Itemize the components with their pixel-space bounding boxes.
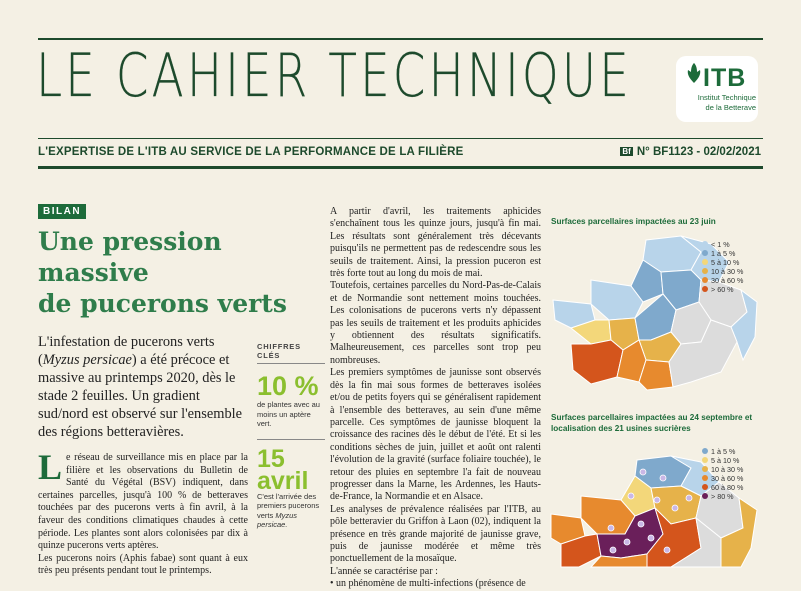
legend-item xyxy=(702,456,743,465)
legend-label: 30 à 60 % xyxy=(711,474,744,483)
stat-value xyxy=(257,444,325,495)
legend-label: > 80 % xyxy=(711,492,734,501)
legend-label: 1 à 5 % xyxy=(711,249,736,258)
key-figures-label: CHIFFRES CLÉS xyxy=(257,342,325,364)
legend-swatch xyxy=(702,448,708,454)
body-paragraph: A partir d'avril, les traitements aphicides s'enchaînent tous les quinze jours, jusqu'à fin mai. Les résultats sont généralement très décevants puisqu'ils ne permettent pas de redescendre sous les seuils de traitement. Ainsi, la pression puceron est très forte tout au long du mois de mai. xyxy=(330,206,541,280)
map1-legend xyxy=(702,240,743,294)
stat-text-main: C'est l'arrivée des premiers pucerons verts xyxy=(257,491,320,520)
stat-value-line: 15 xyxy=(257,444,285,473)
logo-brand: ITB xyxy=(703,64,747,92)
top-rule xyxy=(38,38,763,40)
legend-swatch xyxy=(702,277,708,283)
map2-legend xyxy=(702,447,743,501)
issue-text: N° BF1123 - 02/02/2021 xyxy=(636,146,761,158)
legend-swatch xyxy=(702,475,708,481)
legend-label: 10 à 30 % xyxy=(711,465,744,474)
itb-logo xyxy=(676,56,758,122)
headline-line: Une pression xyxy=(38,227,222,256)
body-paragraph: e réseau de surveillance mis en place par la filière et les observations du Bulletin de Santé du Végétal (BSV) indiquent, dans certaines parcelles, jusqu'à 100 % de betteraves touchées par des pucerons verts à fin avril, à la faveur des conditions climatiques chaudes à cette période. Les plantes sont alors colonisées par dix à quinze pucerons verts aptères. xyxy=(38,452,248,552)
legend-swatch xyxy=(702,259,708,265)
stat-value: 10 % xyxy=(257,371,319,401)
legend-item xyxy=(702,483,743,492)
stat-text: de plantes avec au moins un aptère vert. xyxy=(257,400,320,428)
body-paragraph: Les analyses de prévalence réalisées par l'ITB, au pôle betteravier du Griffon à Laon (02), indiquent la présence en très grande majorité de jaunisse grave, puis de jaunisse modérée et même très ponctuellement de la mosaïque. xyxy=(330,503,541,565)
masthead-title: LE CAHIER TECHNIQUE xyxy=(36,41,632,111)
divider xyxy=(257,439,325,440)
lede-species: Myzus persicae xyxy=(42,352,132,368)
article-body-column-1 xyxy=(38,447,248,578)
legend-item xyxy=(702,258,743,267)
drop-cap: L xyxy=(38,447,63,487)
stat-value-line: avril xyxy=(257,466,309,495)
map1-title: Surfaces parcellaires impactées au 23 juin xyxy=(551,217,716,226)
logo-line2: de la Betterave xyxy=(705,103,756,112)
legend-item xyxy=(702,447,743,456)
stat-species: Myzus persicae. xyxy=(257,510,298,529)
legend-swatch xyxy=(702,250,708,256)
article-body-column-2 xyxy=(330,206,541,591)
article-headline xyxy=(38,226,318,319)
key-figures xyxy=(257,342,325,530)
legend-label: 5 à 10 % xyxy=(711,456,740,465)
legend-swatch xyxy=(702,268,708,274)
legend-swatch xyxy=(702,484,708,490)
lede-text: ) a été précoce et massive au printemps 2020, dès le stade 2 feuilles. Un gradient sud/nord est observé sur l'ensemble des régions betteravières. xyxy=(38,352,243,440)
legend-label: 10 à 30 % xyxy=(711,267,744,276)
mid-rule xyxy=(38,138,763,139)
legend-item xyxy=(702,474,743,483)
legend-item xyxy=(702,465,743,474)
logo-line1: Institut Technique xyxy=(697,93,756,102)
legend-item xyxy=(702,249,743,258)
lede-text: L'infestation de pucerons verts ( xyxy=(38,334,215,368)
legend-label: < 1 % xyxy=(711,240,730,249)
body-paragraph: Les premiers symptômes de jaunisse sont observés dès la fin mai sous formes de betteraves isolées et/ou de petits foyers qui se généralisent rapidement à l'ensemble des betteraves, au sein d'une même parcelle. Ces symptômes de jaunisse bloquent la croissance des racines dès le début de l'été. Et si les conditions sèches de juin, juillet et août ont ralenti l'évolution de la gravité (surface foliaire touchée), le retour des pluies en septembre l'a fait de nouveau progresser dans la Marne, les Ardennes, les Hauts-de-France, la Normandie et en Alsace. xyxy=(330,367,541,503)
section-badge: BILAN xyxy=(38,204,86,219)
map2-title: Surfaces parcellaires impactées au 24 septembre et localisation des 21 usines sucrières xyxy=(551,413,753,433)
legend-swatch xyxy=(702,493,708,499)
stat-text xyxy=(257,492,325,530)
legend-swatch xyxy=(702,457,708,463)
headline-line: massive xyxy=(38,258,149,287)
legend-label: 60 à 80 % xyxy=(711,483,744,492)
legend-item xyxy=(702,276,743,285)
low-rule xyxy=(38,166,763,169)
issue-number xyxy=(620,146,761,158)
legend-swatch xyxy=(702,286,708,292)
body-paragraph: L'année se caractérise par : xyxy=(330,565,438,577)
body-paragraph: • un phénomène de multi-infections (présence de xyxy=(330,578,526,590)
article-lede xyxy=(38,333,248,441)
headline-line: de pucerons verts xyxy=(38,289,287,318)
legend-item xyxy=(702,267,743,276)
legend-label: 30 à 60 % xyxy=(711,276,744,285)
tagline: L'EXPERTISE DE L'ITB AU SERVICE DE LA PERFORMANCE DE LA FILIÈRE xyxy=(38,146,464,158)
legend-swatch xyxy=(702,241,708,247)
legend-item xyxy=(702,285,743,294)
legend-item xyxy=(702,492,743,501)
bf-badge: Bf xyxy=(622,147,631,156)
legend-item xyxy=(702,240,743,249)
body-paragraph: Toutefois, certaines parcelles du Nord-Pas-de-Calais et de Normandie sont nettement moins touchées. Les colonisations de pucerons verts n'y dépassent pas les seuils de traitement et les produits aphicides y obtiennent des résultats significatifs. Malheureusement, ces parcelles sont trop peu nombreuses. xyxy=(330,280,541,366)
logo-subtitle xyxy=(684,93,756,113)
legend-swatch xyxy=(702,466,708,472)
legend-label: > 60 % xyxy=(711,285,734,294)
legend-label: 1 à 5 % xyxy=(711,447,736,456)
beet-leaf-icon xyxy=(683,62,705,84)
body-paragraph: Les pucerons noirs (Aphis fabae) sont quant à eux très peu présents pendant tout le printemps. xyxy=(38,552,248,577)
legend-label: 5 à 10 % xyxy=(711,258,740,267)
